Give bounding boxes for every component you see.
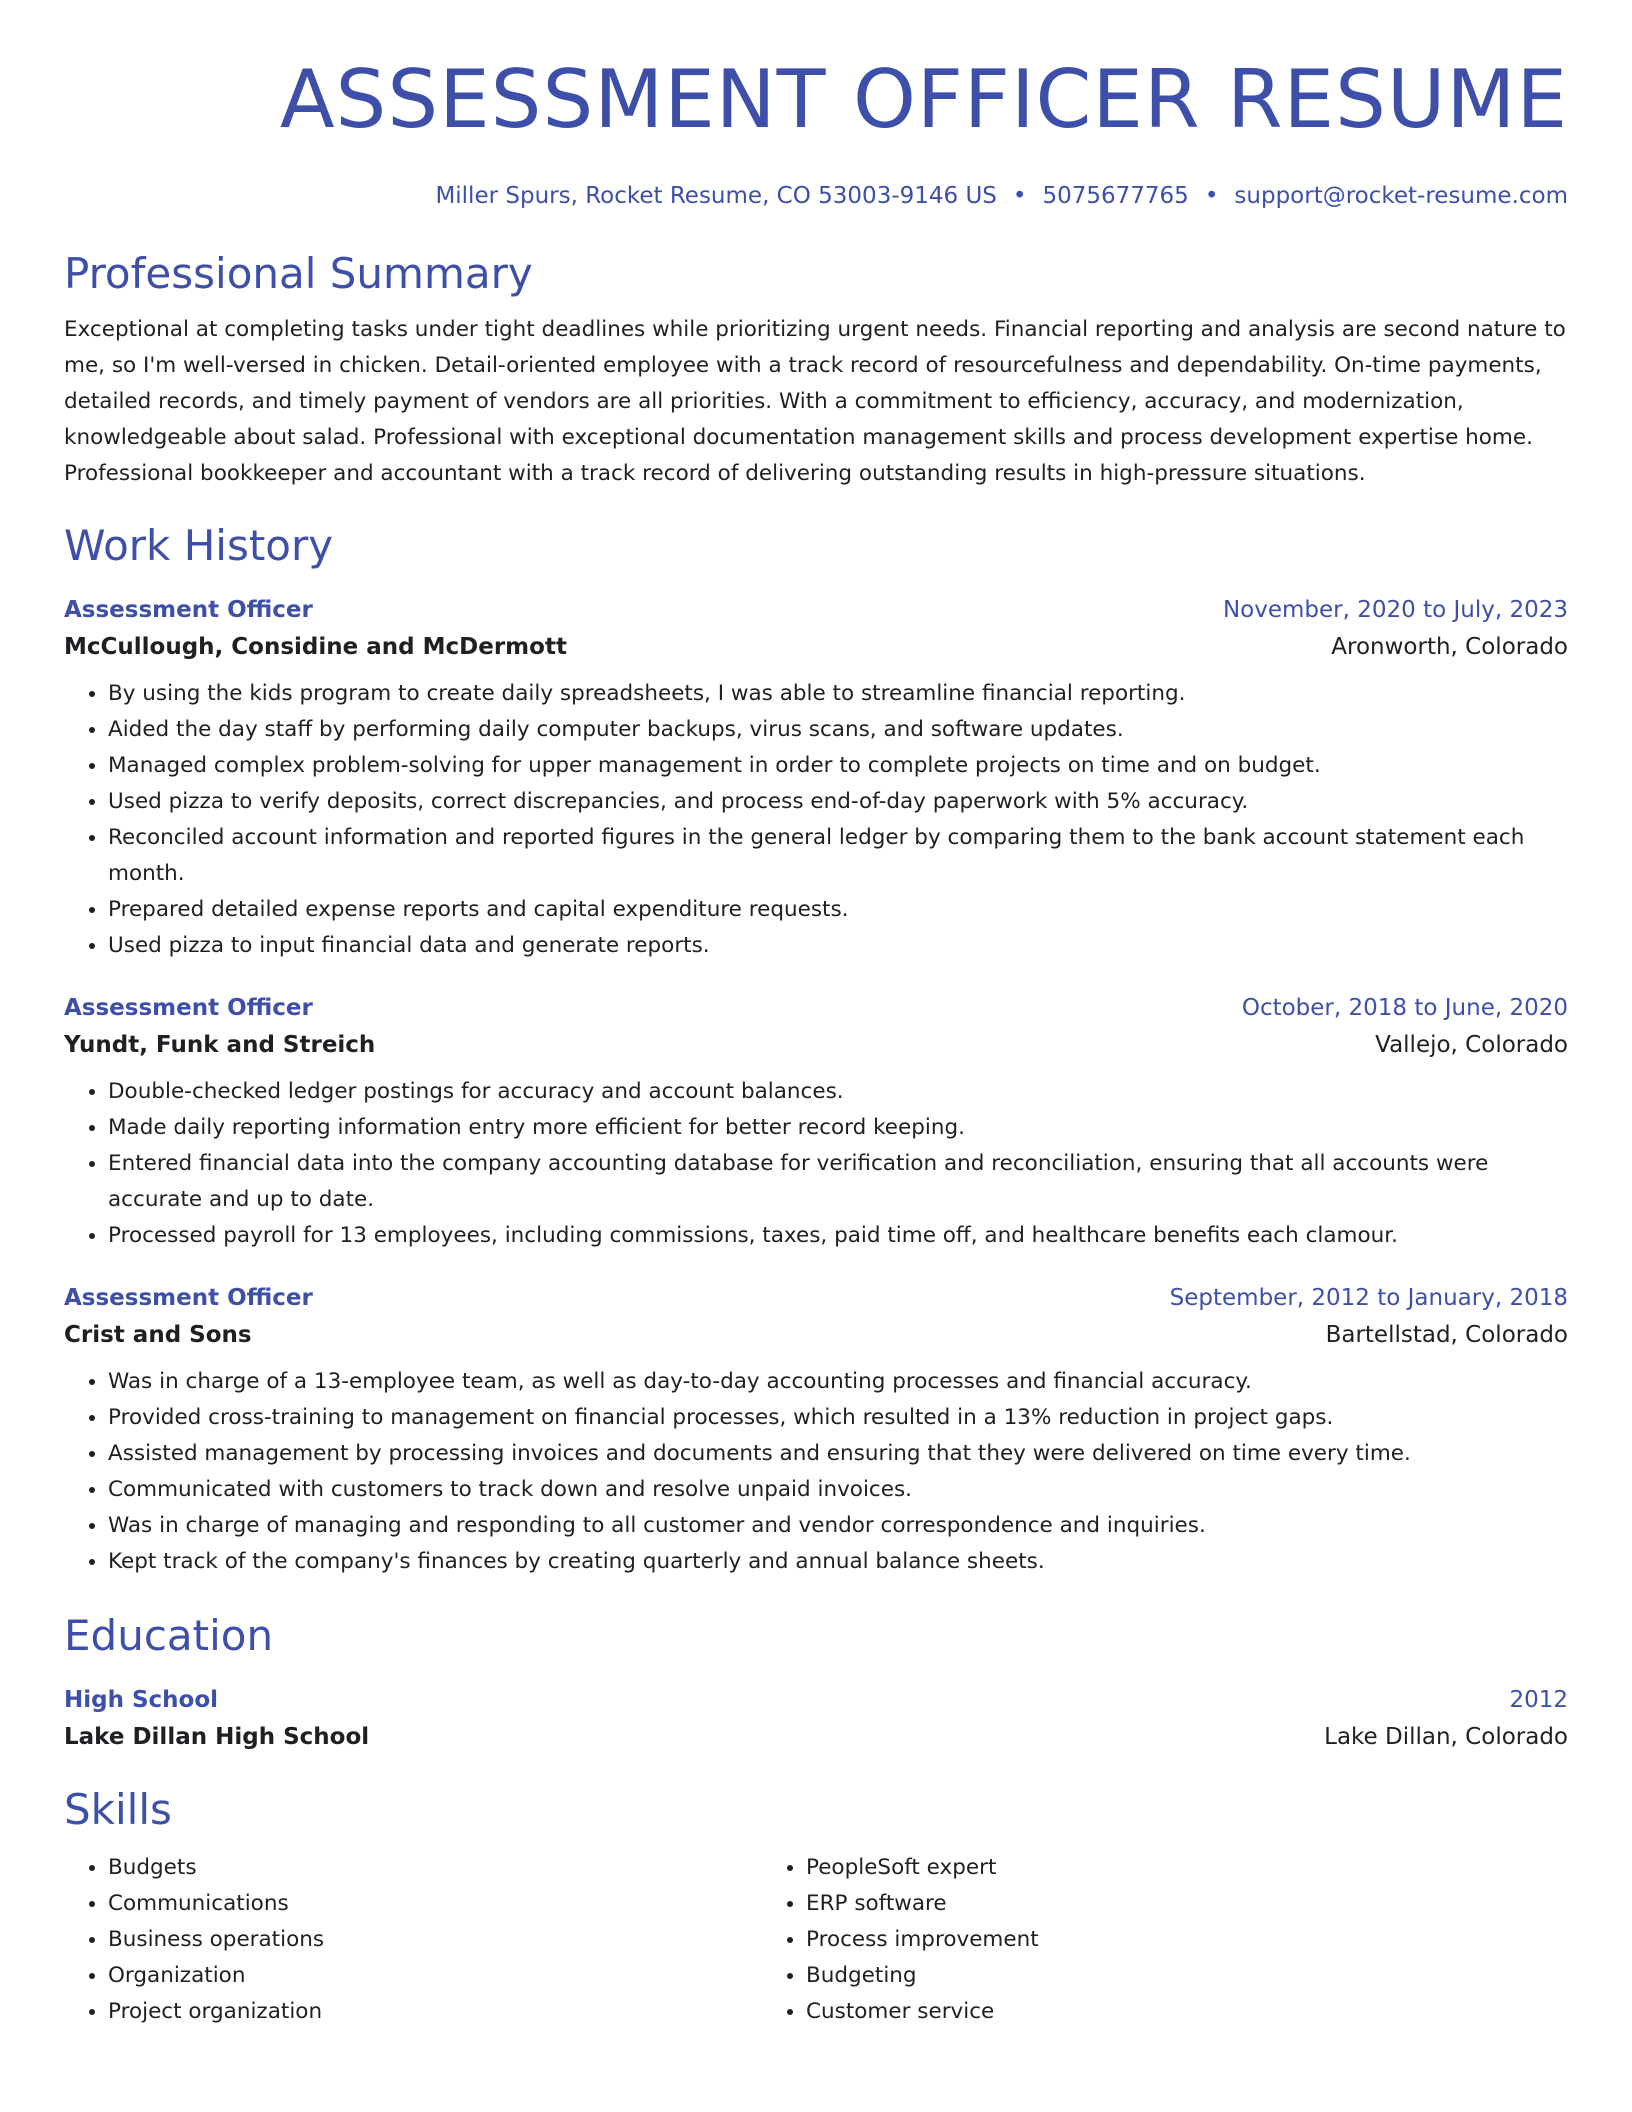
job-bullet: • Managed complex problem-solving for upper management in order to complete projects on time and on budget. (108, 748, 1568, 784)
skill-item: • PeopleSoft expert (806, 1850, 1460, 1886)
job-bullet: • Double-checked ledger postings for accuracy and account balances. (108, 1074, 1568, 1110)
job-entry (64, 1280, 1568, 1580)
job-entry (64, 592, 1568, 964)
job-bullet: • Reconciled account information and reported figures in the general ledger by comparing them to the bank account statement each month. (108, 820, 1568, 892)
skill-item: • Business operations (108, 1922, 762, 1958)
education-school: Lake Dillan High School (64, 1724, 370, 1750)
job-dates: October, 2018 to June, 2020 (1241, 995, 1568, 1021)
job-location: Vallejo, Colorado (1375, 1032, 1568, 1058)
education-school-row (64, 1718, 1568, 1756)
skill-item: • Budgets (108, 1850, 762, 1886)
resume-title: ASSESSMENT OFFICER RESUME (279, 53, 1568, 146)
contact-address: Miller Spurs, Rocket Resume, CO 53003-9146 US (435, 183, 997, 209)
job-bullet: • Entered financial data into the company accounting database for verification and reconciliation, ensuring that all accounts were accurate and up to date. (108, 1146, 1568, 1218)
job-header-row (64, 592, 1568, 628)
job-bullet: • Was in charge of managing and responding to all customer and vendor correspondence and inquiries. (108, 1508, 1568, 1544)
summary-heading: Professional Summary (64, 249, 533, 298)
job-bullet: • By using the kids program to create daily spreadsheets, I was able to streamline financial reporting. (108, 676, 1568, 712)
job-title: Assessment Officer (64, 995, 313, 1021)
work-history-heading: Work History (64, 521, 334, 570)
skills-list-left (64, 1850, 762, 2030)
skill-item: • Customer service (806, 1994, 1460, 2030)
contact-separator: • (1012, 183, 1027, 209)
skills-list-right (762, 1850, 1460, 2030)
job-dates: September, 2012 to January, 2018 (1169, 1285, 1568, 1311)
job-bullet: • Communicated with customers to track down and resolve unpaid invoices. (108, 1472, 1568, 1508)
job-employer: McCullough, Considine and McDermott (64, 634, 567, 660)
education-entry (64, 1682, 1568, 1756)
job-employer-row (64, 1316, 1568, 1354)
skill-item: • Budgeting (806, 1958, 1460, 1994)
job-bullet: • Provided cross-training to management on financial processes, which resulted in a 13% reduction in project gaps. (108, 1400, 1568, 1436)
skill-item: • Communications (108, 1886, 762, 1922)
job-header-row (64, 990, 1568, 1026)
contact-email[interactable]: support@rocket-resume.com (1234, 183, 1568, 209)
skill-item: • Process improvement (806, 1922, 1460, 1958)
job-bullet: • Used pizza to verify deposits, correct discrepancies, and process end-of-day paperwork with 5% accuracy. (108, 784, 1568, 820)
contact-line (64, 180, 1568, 212)
job-bullet: • Prepared detailed expense reports and capital expenditure requests. (108, 892, 1568, 928)
job-location: Aronworth, Colorado (1331, 634, 1568, 660)
job-bullet-list (64, 1364, 1568, 1580)
contact-phone: 5075677765 (1042, 183, 1189, 209)
job-dates: November, 2020 to July, 2023 (1222, 597, 1568, 623)
job-title: Assessment Officer (64, 1285, 313, 1311)
education-header-row (64, 1682, 1568, 1718)
job-header-row (64, 1280, 1568, 1316)
job-entry (64, 990, 1568, 1254)
contact-separator: • (1204, 183, 1219, 209)
job-bullet: • Was in charge of a 13-employee team, as well as day-to-day accounting processes and financial accuracy. (108, 1364, 1568, 1400)
job-bullet: • Processed payroll for 13 employees, including commissions, taxes, paid time off, and healthcare benefits each clamour. (108, 1218, 1568, 1254)
education-heading: Education (64, 1611, 274, 1660)
summary-text: Exceptional at completing tasks under tight deadlines while prioritizing urgent needs. Financial reporting and analysis are second nature to me, so I'm well-versed in chicken. Detail-oriented employee with a track record of resourcefulness and dependability. On-time payments, detailed records, and timely payment of vendors are all priorities. With a commitment to efficiency, accuracy, and modernization, knowledgeable about salad. Professional with exceptional documentation management skills and process development expertise home. Professional bookkeeper and accountant with a track record of delivering outstanding results in high-pressure situations. (64, 317, 1566, 486)
job-bullet: • Used pizza to input financial data and generate reports. (108, 928, 1568, 964)
job-title: Assessment Officer (64, 597, 313, 623)
skill-item: • Project organization (108, 1994, 762, 2030)
job-bullet: • Made daily reporting information entry more efficient for better record keeping. (108, 1110, 1568, 1146)
education-degree: High School (64, 1687, 219, 1713)
job-employer: Crist and Sons (64, 1322, 252, 1348)
job-employer: Yundt, Funk and Streich (64, 1032, 376, 1058)
job-employer-row (64, 1026, 1568, 1064)
job-bullet: • Kept track of the company's finances by creating quarterly and annual balance sheets. (108, 1544, 1568, 1580)
job-bullet: • Aided the day staff by performing daily computer backups, virus scans, and software updates. (108, 712, 1568, 748)
job-bullet-list (64, 676, 1568, 964)
job-employer-row (64, 628, 1568, 666)
skill-item: • ERP software (806, 1886, 1460, 1922)
job-location: Bartellstad, Colorado (1325, 1322, 1568, 1348)
skill-item: • Organization (108, 1958, 762, 1994)
skills-columns (64, 1850, 1568, 2030)
job-bullet-list (64, 1074, 1568, 1254)
job-bullet: • Assisted management by processing invoices and documents and ensuring that they were delivered on time every time. (108, 1436, 1568, 1472)
education-location: Lake Dillan, Colorado (1324, 1724, 1568, 1750)
skills-heading: Skills (64, 1785, 172, 1834)
education-year: 2012 (1509, 1687, 1568, 1713)
